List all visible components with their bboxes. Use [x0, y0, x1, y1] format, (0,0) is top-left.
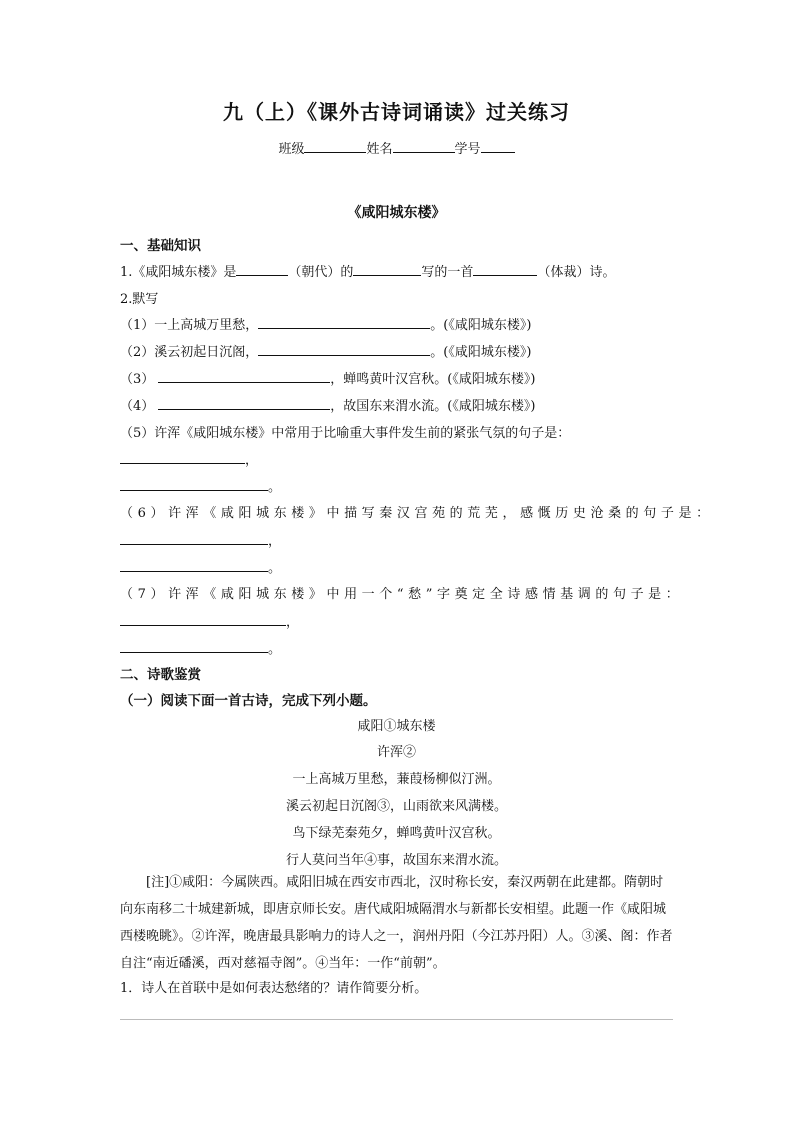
author-blank[interactable] — [353, 264, 421, 276]
answer-blank[interactable] — [258, 344, 430, 356]
genre-blank[interactable] — [473, 264, 537, 276]
item-number: （2） — [120, 345, 155, 360]
answer-blank[interactable] — [120, 533, 268, 545]
answer-blank[interactable] — [120, 641, 268, 653]
question-2-label: 2.默写 — [120, 292, 159, 307]
item-text-after: ，蝉鸣黄叶汉宫秋。(《咸阳城东楼》) — [330, 372, 536, 387]
question-5-line-2 — [120, 476, 281, 495]
section1-heading: 一、基础知识 — [120, 238, 201, 254]
answer-blank[interactable] — [158, 398, 330, 410]
question-7-line-1 — [120, 611, 299, 630]
answer-blank[interactable] — [120, 452, 245, 464]
comma: ， — [268, 534, 282, 549]
period: 。 — [268, 642, 282, 657]
item-text-after: 。(《咸阳城东楼》) — [430, 345, 532, 360]
class-blank[interactable] — [304, 140, 366, 153]
page-title: 九（上）《课外古诗词诵读》过关练习 — [223, 100, 570, 124]
question-1-text-c: 写的一首 — [421, 265, 474, 280]
answer-rule-line[interactable] — [120, 1019, 673, 1020]
recite-item-3 — [120, 368, 535, 387]
recite-item-1 — [120, 314, 531, 333]
question-1 — [120, 261, 615, 280]
question-6-line-2 — [120, 557, 281, 576]
answer-blank[interactable] — [120, 479, 268, 491]
question-7-line-2 — [120, 638, 281, 657]
name-label: 姓名 — [366, 142, 393, 157]
class-label: 班级 — [278, 142, 305, 157]
student-info-line — [0, 138, 793, 157]
item-text-before: 一上高城万里愁， — [154, 318, 259, 333]
period: 。 — [268, 561, 282, 576]
poem-line-1: 一上高城万里愁，蒹葭杨柳似汀洲。 — [292, 772, 501, 787]
item-text-after: 。(《咸阳城东楼》) — [430, 318, 532, 333]
poem-line-4: 行人莫问当年④事，故国东来渭水流。 — [285, 853, 507, 868]
comma: ， — [245, 453, 259, 468]
section-subtitle: 《咸阳城东楼》 — [347, 205, 446, 221]
question-6: （6）许浑《咸阳城东楼》中描写秦汉宫苑的荒芜，感慨历史沧桑的句子是： — [120, 506, 714, 521]
question-5-line-1 — [120, 449, 258, 468]
period: 。 — [268, 480, 282, 495]
answer-blank[interactable] — [120, 560, 268, 572]
poem-line-3: 鸟下绿芜秦苑夕，蝉鸣黄叶汉宫秋。 — [292, 826, 501, 841]
analysis-question-1: 1．诗人在首联中是如何表达愁绪的？请作简要分析。 — [120, 981, 428, 996]
comma: ， — [286, 615, 300, 630]
student-id-label: 学号 — [454, 142, 481, 157]
section2-subheading: （一）阅读下面一首古诗，完成下列小题。 — [120, 693, 377, 709]
item-text-after: ，故国东来渭水流。(《咸阳城东楼》) — [330, 399, 536, 414]
poem-annotations: [注]①咸阳：今属陕西。咸阳旧城在西安市西北，汉时称长安，秦汉两朝在此建都。隋朝时向东南移二十城建新城，即唐京师长安。唐代咸阳城隔渭水与新都长安相望。此题一作《咸阳城西楼晚眺》。②许浑，晚唐最具影响力的诗人之一，润州丹阳（今江苏丹阳）人。③溪、阁：作者自注“南近磻溪，西对慈福寺阁”。④当年：一作“前朝”。 — [120, 875, 673, 971]
question-1-text-b: （朝代）的 — [288, 265, 354, 280]
item-number: （3） — [120, 372, 155, 387]
answer-blank[interactable] — [120, 614, 286, 626]
dynasty-blank[interactable] — [236, 264, 288, 276]
question-1-text-a: 1.《咸阳城东楼》是 — [120, 265, 237, 280]
recite-item-2 — [120, 341, 531, 360]
name-blank[interactable] — [393, 140, 455, 153]
answer-blank[interactable] — [258, 317, 430, 329]
poem-line-2: 溪云初起日沉阁③，山雨欲来风满楼。 — [285, 799, 507, 814]
answer-blank[interactable] — [158, 371, 330, 383]
question-6-line-1 — [120, 530, 281, 549]
section2-heading: 二、诗歌鉴赏 — [120, 667, 201, 683]
item-number: （4） — [120, 399, 155, 414]
poem-author: 许浑② — [376, 745, 416, 760]
question-5: （5）许浑《咸阳城东楼》中常用于比喻重大事件发生前的紧张气氛的句子是： — [120, 426, 571, 441]
item-number: （1） — [120, 318, 155, 333]
question-1-text-d: （体裁）诗。 — [537, 265, 616, 280]
poem-title: 咸阳①城东楼 — [357, 719, 436, 734]
recite-item-4 — [120, 395, 535, 414]
student-id-blank[interactable] — [481, 140, 515, 153]
question-7: （7）许浑《咸阳城东楼》中用一个“愁”字奠定全诗感情基调的句子是： — [120, 587, 684, 602]
item-text-before: 溪云初起日沉阁， — [154, 345, 259, 360]
